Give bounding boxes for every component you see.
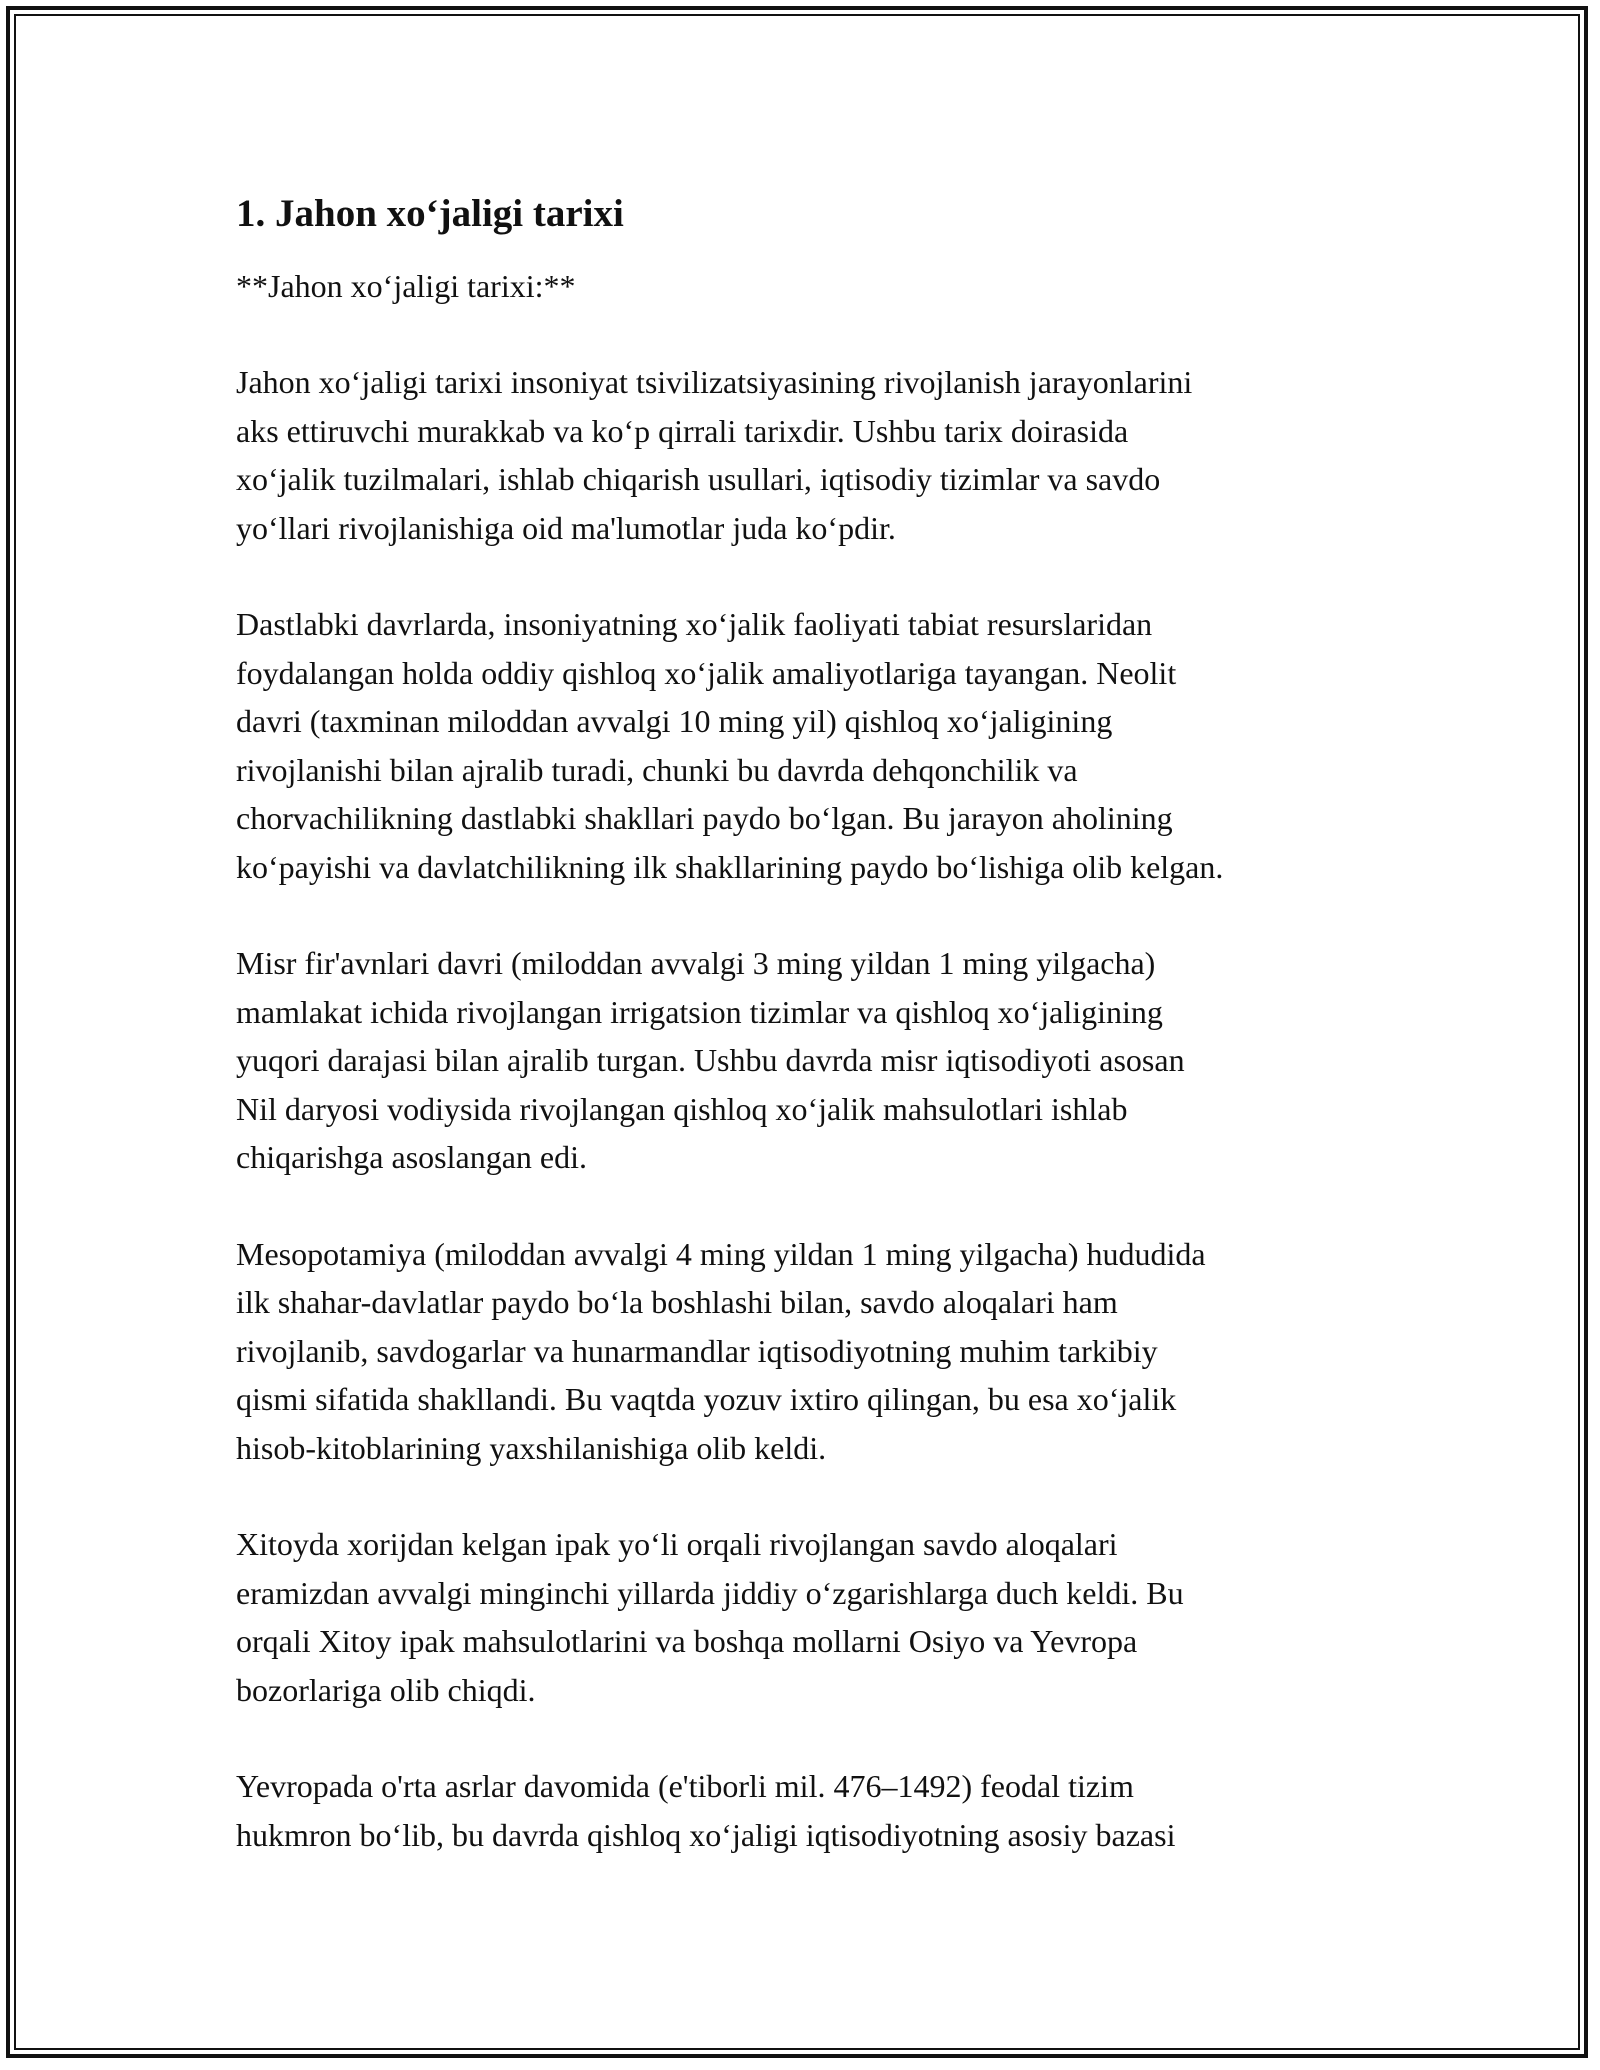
paragraph-line: yuqori darajasi bilan ajralib turgan. Ushbu davrda misr iqtisodiyoti asosan — [236, 1042, 1185, 1078]
paragraph-line: Nil daryosi vodiysida rivojlangan qishloq xo‘jalik mahsulotlari ishlab — [236, 1090, 1128, 1127]
paragraph-line: chorvachilikning dastlabki shakllari paydo bo‘lgan. Bu jarayon aholining — [236, 800, 1173, 836]
paragraph-line: foydalangan holda oddiy qishloq xo‘jalik amaliyotlariga tayangan. Neolit — [236, 654, 1177, 691]
document-body — [236, 186, 1386, 1859]
paragraph — [236, 1762, 1386, 1859]
paragraph-line: qismi sifatida shakllandi. Bu vaqtda yozuv ixtiro qilingan, bu esa xo‘jalik — [236, 1381, 1177, 1417]
paragraph-list — [236, 358, 1386, 1859]
paragraph-line: hisob-kitoblarining yaxshilanishiga olib keldi. — [236, 1429, 827, 1466]
paragraph-line: Jahon xo‘jaligi tarixi insoniyat tsivilizatsiyasining rivojlanish jarayonlarini — [236, 364, 1193, 400]
paragraph — [236, 358, 1386, 552]
paragraph-line: bozorlariga olib chiqdi. — [236, 1671, 536, 1708]
paragraph-line: xo‘jalik tuzilmalari, ishlab chiqarish usullari, iqtisodiy tizimlar va savdo — [236, 461, 1161, 497]
paragraph-line: Yevropada o'rta asrlar davomida (e'tiborli mil. 476–1492) feodal tizim — [236, 1768, 1134, 1804]
paragraph-line: ko‘payishi va davlatchilikning ilk shakllarining paydo bo‘lishiga olib kelgan. — [236, 848, 1224, 885]
paragraph — [236, 1520, 1386, 1714]
paragraph — [236, 1230, 1386, 1473]
paragraph — [236, 939, 1386, 1182]
document-heading: 1. Jahon xo‘jaligi tarixi — [236, 192, 624, 235]
paragraph-line: Dastlabki davrlarda, insoniyatning xo‘jalik faoliyati tabiat resurslaridan — [236, 606, 1153, 642]
paragraph-line: Xitoyda xorijdan kelgan ipak yo‘li orqali rivojlangan savdo aloqalari — [236, 1526, 1118, 1562]
paragraph-line: rivojlanishi bilan ajralib turadi, chunki bu davrda dehqonchilik va — [236, 751, 1078, 788]
paragraph-line: aks ettiruvchi murakkab va ko‘p qirrali tarixdir. Ushbu tarix doirasida — [236, 412, 1129, 449]
paragraph-line: hukmron bo‘lib, bu davrda qishloq xo‘jaligi iqtisodiyotning asosiy bazasi — [236, 1816, 1176, 1853]
document-subtitle: **Jahon xo‘jaligi tarixi:** — [236, 268, 576, 304]
paragraph-line: Mesopotamiya (miloddan avvalgi 4 ming yildan 1 ming yilgacha) hududida — [236, 1235, 1206, 1272]
paragraph-line: mamlakat ichida rivojlangan irrigatsion tizimlar va qishloq xo‘jaligining — [236, 993, 1163, 1030]
paragraph-line: orqali Xitoy ipak mahsulotlarini va boshqa mollarni Osiyo va Yevropa — [236, 1623, 1138, 1659]
paragraph-line: davri (taxminan miloddan avvalgi 10 ming yil) qishloq xo‘jaligining — [236, 703, 1113, 739]
paragraph — [236, 600, 1386, 891]
paragraph-line: Misr fir'avnlari davri (miloddan avvalgi 3 ming yildan 1 ming yilgacha) — [236, 945, 1156, 981]
paragraph-line: eramizdan avvalgi minginchi yillarda jiddiy o‘zgarishlarga duch keldi. Bu — [236, 1574, 1184, 1611]
paragraph-line: yo‘llari rivojlanishiga oid ma'lumotlar juda ko‘pdir. — [236, 509, 896, 546]
paragraph-line: rivojlanib, savdogarlar va hunarmandlar iqtisodiyotning muhim tarkibiy — [236, 1332, 1158, 1369]
paragraph-line: ilk shahar-davlatlar paydo bo‘la boshlashi bilan, savdo aloqalari ham — [236, 1284, 1118, 1320]
paragraph-line: chiqarishga asoslangan edi. — [236, 1139, 587, 1175]
